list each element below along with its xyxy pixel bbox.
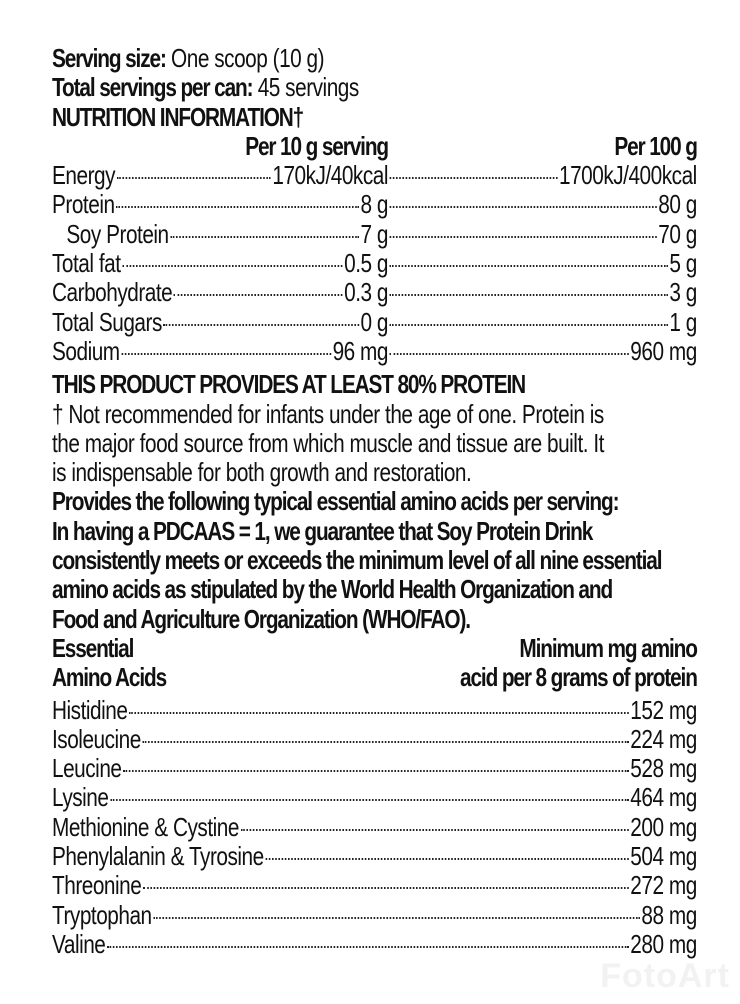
- amino-header-1: [52, 634, 697, 663]
- per-serving-value: 0.5 g: [344, 248, 388, 279]
- dot-leader: [153, 917, 640, 919]
- dot-leader: [116, 206, 359, 208]
- per-100g-cell: [388, 161, 697, 190]
- amino-name: Threonine: [52, 870, 142, 901]
- note-line: is indispensable for both growth and restoration.: [52, 457, 472, 488]
- amino-row: [52, 696, 697, 725]
- dot-leader: [390, 236, 657, 238]
- amino-row: [52, 901, 697, 930]
- per-100g-cell: [388, 337, 697, 366]
- per-serving-cell: [52, 337, 388, 366]
- amino-name: Lysine: [52, 782, 109, 813]
- dot-leader: [107, 946, 629, 948]
- nutrition-header: [52, 132, 697, 161]
- amino-name: Valine: [52, 928, 106, 959]
- nutrient-row: [52, 337, 697, 366]
- amino-header-left: Amino Acids: [52, 662, 167, 693]
- dot-leader: [163, 324, 358, 326]
- amino-row: [52, 930, 697, 959]
- nutrient-row: [52, 161, 697, 190]
- dot-leader: [390, 177, 558, 179]
- per-100g-cell: [388, 308, 697, 337]
- amino-table: [52, 696, 697, 960]
- amino-row: [52, 813, 697, 842]
- amino-row: [52, 871, 697, 900]
- per-100g-cell: [388, 190, 697, 219]
- watermark-logo: FotoArt: [600, 957, 730, 995]
- nutrient-name: Energy: [52, 160, 116, 191]
- nutrition-title: NUTRITION INFORMATION†: [52, 101, 304, 132]
- nutrient-name: Total fat: [52, 248, 121, 279]
- note-text: [52, 400, 697, 488]
- nutrient-table: [52, 161, 697, 366]
- amino-value: 200 mg: [630, 811, 697, 842]
- intro-line: amino acids as stipulated by the World Health Organization and: [52, 574, 613, 605]
- note-line: the major food source from which muscle and tissue are built. It: [52, 427, 604, 458]
- nutrient-name: Soy Protein: [66, 218, 169, 249]
- amino-header-right: acid per 8 grams of protein: [460, 662, 697, 693]
- per-serving-value: 170kJ/40kcal: [272, 160, 388, 191]
- dot-leader: [174, 294, 343, 296]
- amino-value: 88 mg: [641, 899, 697, 930]
- dot-leader: [142, 741, 628, 743]
- total-servings-label: Total servings per can:: [52, 72, 253, 103]
- per-100g-value: 70 g: [658, 218, 697, 249]
- per-serving-value: 0 g: [360, 306, 388, 337]
- note-line: † Not recommended for infants under the age of one. Protein is: [52, 398, 604, 429]
- amino-value: 464 mg: [630, 782, 697, 813]
- nutrient-name: Total Sugars: [52, 306, 162, 337]
- per-serving-cell: [52, 249, 388, 278]
- nutrient-name: Protein: [52, 189, 115, 220]
- amino-name: Phenylalanin & Tyrosine: [52, 841, 264, 872]
- amino-row: [52, 842, 697, 871]
- intro-line: In having a PDCAAS = 1, we guarantee that Soy Protein Drink: [52, 515, 593, 546]
- serving-size: [52, 44, 697, 73]
- per-serving-cell: [52, 161, 388, 190]
- amino-value: 272 mg: [630, 870, 697, 901]
- serving-size-value: One scoop (10 g): [165, 43, 325, 73]
- amino-name: Tryptophan: [52, 899, 152, 930]
- per-serving-value: 7 g: [360, 218, 388, 249]
- dot-leader: [123, 770, 629, 772]
- amino-row: [52, 725, 697, 754]
- dot-leader: [241, 829, 629, 831]
- per-serving-value: 96 mg: [332, 335, 388, 366]
- amino-value: 224 mg: [630, 723, 697, 754]
- per-100g-cell: [388, 220, 697, 249]
- intro-line: Food and Agriculture Organization (WHO/FAO).: [52, 603, 470, 634]
- amino-header-2: [52, 663, 697, 692]
- amino-name: Leucine: [52, 753, 122, 784]
- per-serving-value: 8 g: [360, 189, 388, 220]
- dot-leader: [122, 265, 342, 267]
- protein-claim: THIS PRODUCT PROVIDES AT LEAST 80% PROTEIN: [52, 369, 526, 400]
- amino-intro: [52, 487, 697, 633]
- amino-name: Histidine: [52, 694, 128, 725]
- nutrient-name: Carbohydrate: [52, 277, 173, 308]
- per-serving-cell: [52, 190, 388, 219]
- nutrient-row: [52, 308, 697, 337]
- dot-leader: [390, 265, 668, 267]
- amino-row: [52, 783, 697, 812]
- header-per-serving: Per 10 g serving: [245, 130, 388, 161]
- per-100g-cell: [388, 249, 697, 278]
- per-100g-value: 80 g: [658, 189, 697, 220]
- amino-value: 528 mg: [630, 753, 697, 784]
- per-serving-cell: [52, 220, 388, 249]
- per-serving-cell: [52, 278, 388, 307]
- amino-header-right: Minimum mg amino: [519, 632, 697, 663]
- dot-leader: [170, 236, 359, 238]
- intro-line: consistently meets or exceeds the minimum level of all nine essential: [52, 545, 662, 576]
- dot-leader: [117, 177, 271, 179]
- per-100g-value: 3 g: [669, 277, 697, 308]
- amino-header-left: Essential: [52, 632, 134, 663]
- amino-row: [52, 754, 697, 783]
- dot-leader: [390, 206, 657, 208]
- amino-value: 152 mg: [630, 694, 697, 725]
- total-servings: [52, 73, 697, 102]
- nutrient-row: [52, 190, 697, 219]
- per-100g-value: 1 g: [669, 306, 697, 337]
- total-servings-value: 45 servings: [252, 72, 359, 103]
- per-serving-value: 0.3 g: [344, 277, 388, 308]
- nutrient-row: [52, 249, 697, 278]
- per-100g-value: 5 g: [669, 248, 697, 279]
- nutrient-name: Sodium: [52, 335, 120, 366]
- amino-name: Methionine & Cystine: [52, 811, 239, 842]
- dot-leader: [143, 887, 629, 889]
- amino-value: 280 mg: [630, 928, 697, 959]
- intro-line: Provides the following typical essential amino acids per serving:: [52, 486, 619, 517]
- nutrient-row: [52, 220, 697, 249]
- nutrient-row: [52, 278, 697, 307]
- per-serving-cell: [52, 308, 388, 337]
- dot-leader: [129, 712, 629, 714]
- per-100g-value: 960 mg: [630, 335, 697, 366]
- amino-name: Isoleucine: [52, 723, 141, 754]
- dot-leader: [121, 353, 331, 355]
- header-per-100g: Per 100 g: [614, 130, 697, 161]
- nutrition-label: [52, 44, 697, 959]
- amino-value: 504 mg: [630, 841, 697, 872]
- serving-size-label: Serving size:: [52, 43, 166, 73]
- dot-leader: [390, 324, 668, 326]
- dot-leader: [390, 353, 629, 355]
- dot-leader: [110, 799, 629, 801]
- dot-leader: [390, 294, 668, 296]
- per-100g-value: 1700kJ/400kcal: [558, 160, 697, 191]
- per-100g-cell: [388, 278, 697, 307]
- dot-leader: [265, 858, 628, 860]
